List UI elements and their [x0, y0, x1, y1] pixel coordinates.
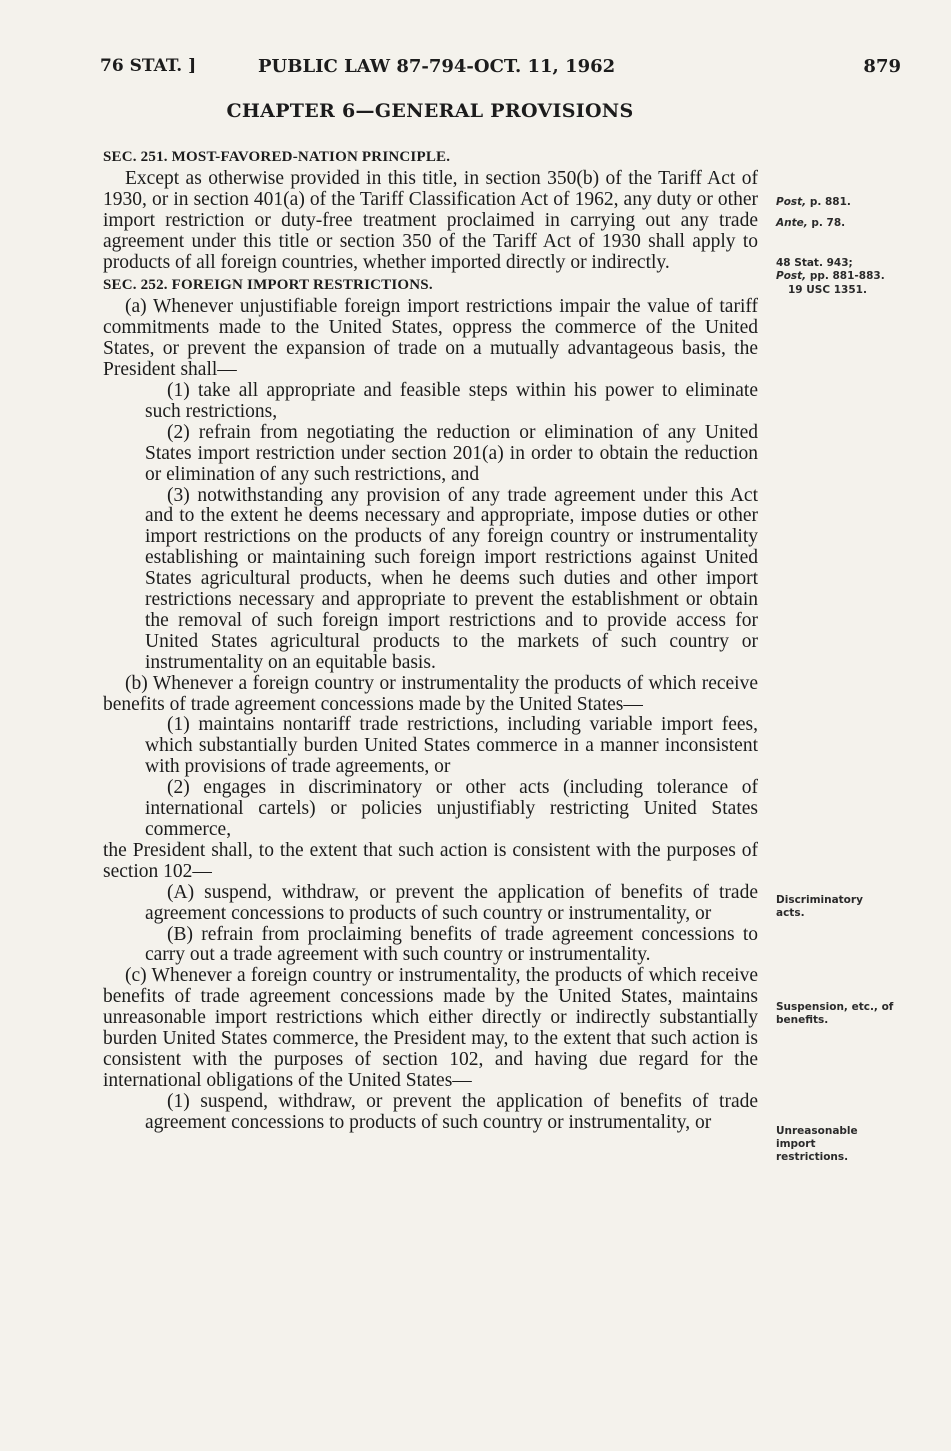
subsection-a-item-3: (3) notwithstanding any provision of any trade agreement under this Act and to the extent he deems necessary and appropriate, impose duties or other import restrictions on the products of any foreign country or instrumentality establishing or maintaining such foreign import restrictions against United States agricultural products, when he deems such duties and other import restrictions necessary and appropriate to prevent the establishment or obtain the removal of such foreign import restrictions and to provide access for United States agricultural products to the markets of such country or instrumentality on an equitable basis.: [145, 484, 758, 673]
margin-note-stat-943: 48 Stat. 943;: [776, 257, 853, 269]
margin-note-unreasonable: Unreasonable import restrictions.: [776, 1125, 858, 1163]
section-251-heading: SEC. 251. MOST-FAVORED-NATION PRINCIPLE.: [103, 149, 451, 165]
subsection-b-intro: (b) Whenever a foreign country or instrumentality the products of which receive benefits of trade agreement concessions made by the United States—: [103, 672, 758, 715]
subsection-b-item-2: (2) engages in discriminatory or other acts (including tolerance of international cartels) or policies unjustifiably restricting United States commerce,: [145, 777, 758, 840]
chapter-title: CHAPTER 6—GENERAL PROVISIONS: [226, 100, 634, 122]
subsection-b-item-1: (1) maintains nontariff trade restrictions, including variable import fees, which substantially burden United States commerce in a manner inconsistent with provisions of trade agreements, or: [145, 714, 758, 778]
margin-note-discriminatory: Discriminatory acts.: [776, 894, 863, 919]
margin-note-ante-78: Ante, p. 78.: [776, 217, 846, 229]
subsection-b-continuation: the President shall, to the extent that such action is consistent with the purposes of section 102—: [103, 839, 758, 882]
subsection-b-item-A: (A) suspend, withdraw, or prevent the application of benefits of trade agreement concessions to products of such country or instrumentality, or: [145, 881, 758, 924]
section-252-heading: SEC. 252. FOREIGN IMPORT RESTRICTIONS.: [103, 277, 433, 294]
margin-note-post-881: Post, p. 881.: [776, 196, 851, 208]
section-251-text: Except as otherwise provided in this title, in section 350(b) of the Tariff Act of 1930, or in section 401(a) of the Tariff Classification Act of 1962, any duty or other import restriction or duty-free treatment proclaimed in carrying out any trade agreement under this title or section 350 of the Tariff Act of 1930 shall apply to products of all foreign countries, whether imported directly or indirectly.: [103, 167, 758, 273]
margin-note-suspension: Suspension, etc., of benefits.: [776, 1001, 894, 1026]
margin-note-post-881-883: Post, pp. 881-883.: [776, 270, 885, 282]
subsection-a-item-1: (1) take all appropriate and feasible steps within his power to eliminate such restrictions,: [145, 379, 758, 422]
subsection-c-item-1: (1) suspend, withdraw, or prevent the application of benefits of trade agreement concessions to products of such country or instrumentality, or: [145, 1090, 758, 1133]
subsection-a-intro: (a) Whenever unjustifiable foreign import restrictions impair the value of tariff commitments made to the United States, oppress the commerce of the United States, or prevent the expansion of trade on a mutually advantageous basis, the President shall—: [103, 296, 758, 381]
subsection-b-item-B: (B) refrain from proclaiming benefits of trade agreement concessions to carry out a trade agreement with such country or instrumentality.: [145, 923, 758, 966]
header-law-title: PUBLIC LAW 87-794-OCT. 11, 1962: [258, 56, 616, 77]
subsection-a-item-2: (2) refrain from negotiating the reduction or elimination of any United States import restriction under section 201(a) in order to obtain the reduction or elimination of any such restrictions, and: [145, 421, 758, 485]
subsection-c-intro: (c) Whenever a foreign country or instrumentality, the products of which receive benefits of trade agreement concessions made by the United States, maintains unreasonable import restrictions which either directly or indirectly substantially burden United States commerce, the President may, to the extent that such action is consistent with the purposes of section 102, and having due regard for the international obligations of the United States—: [103, 965, 758, 1091]
header-volume: 76 STAT. ]: [100, 56, 197, 76]
running-header: [0, 56, 951, 80]
margin-note-usc-1351: 19 USC 1351.: [788, 284, 867, 296]
document-body: [103, 145, 758, 1134]
page-number: 879: [863, 56, 901, 77]
